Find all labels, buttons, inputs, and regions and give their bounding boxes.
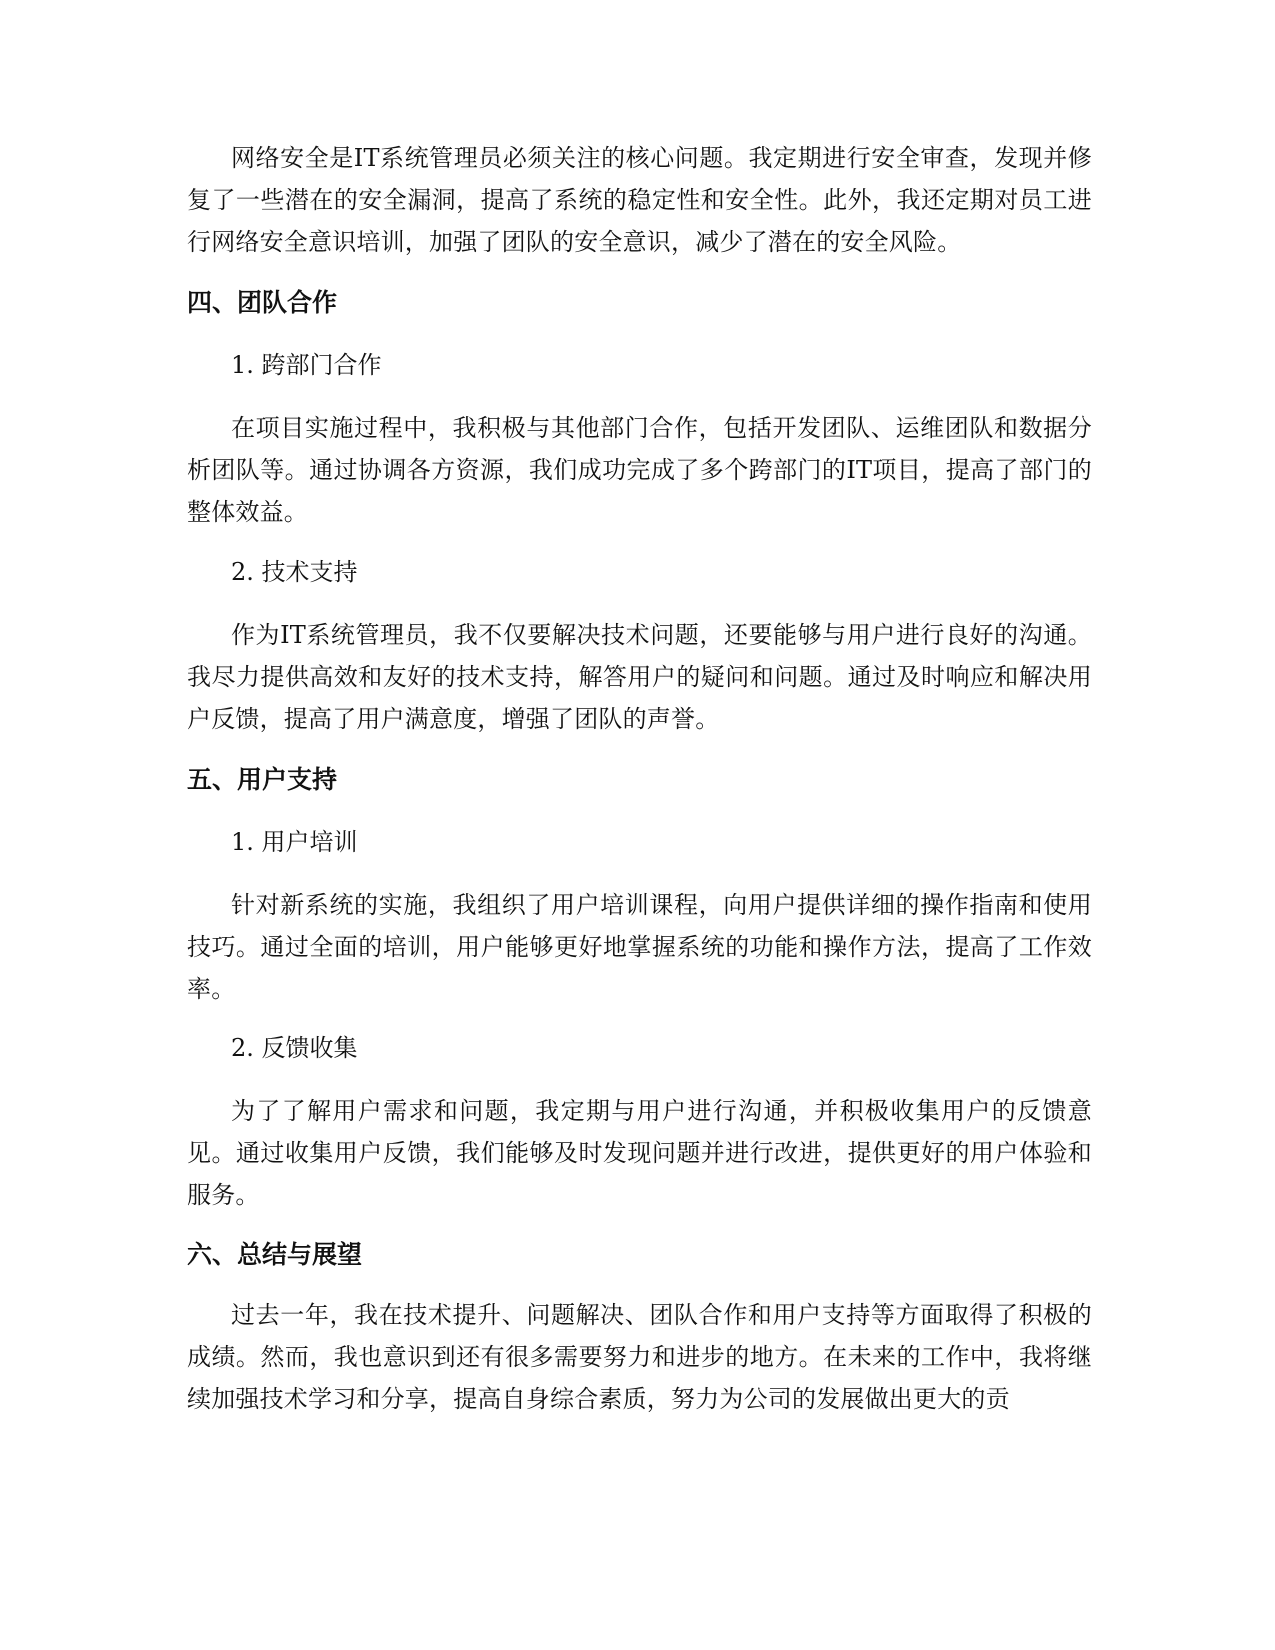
paragraph-tech-support: 作为IT系统管理员，我不仅要解决技术问题，还要能够与用户进行良好的沟通。我尽力提供高效和友好的技术支持，解答用户的疑问和问题。通过及时响应和解决用户反馈，提高了用户满意度，增强了团队的声誉。 bbox=[187, 621, 1092, 733]
subheading-tech-support: 2. 技术支持 bbox=[231, 558, 358, 586]
subheading-feedback-collection: 2. 反馈收集 bbox=[231, 1034, 358, 1062]
paragraph-network-security: 网络安全是IT系统管理员必须关注的核心问题。我定期进行安全审查，发现并修复了一些潜在的安全漏洞，提高了系统的稳定性和安全性。此外，我还定期对员工进行网络安全意识培训，加强了团队的安全意识，减少了潜在的安全风险。 bbox=[187, 144, 1092, 256]
section-heading-summary-outlook: 六、总结与展望 bbox=[187, 1240, 363, 1269]
subheading-user-training: 1. 用户培训 bbox=[231, 828, 358, 856]
section-heading-team-collaboration: 四、团队合作 bbox=[187, 288, 338, 317]
section-heading-user-support: 五、用户支持 bbox=[187, 765, 338, 794]
paragraph-cross-department: 在项目实施过程中，我积极与其他部门合作，包括开发团队、运维团队和数据分析团队等。通过协调各方资源，我们成功完成了多个跨部门的IT项目，提高了部门的整体效益。 bbox=[187, 414, 1092, 526]
paragraph-feedback-collection: 为了了解用户需求和问题，我定期与用户进行沟通，并积极收集用户的反馈意见。通过收集用户反馈，我们能够及时发现问题并进行改进，提供更好的用户体验和服务。 bbox=[187, 1097, 1092, 1209]
paragraph-user-training: 针对新系统的实施，我组织了用户培训课程，向用户提供详细的操作指南和使用技巧。通过全面的培训，用户能够更好地掌握系统的功能和操作方法，提高了工作效率。 bbox=[187, 891, 1092, 1003]
paragraph-summary: 过去一年，我在技术提升、问题解决、团队合作和用户支持等方面取得了积极的成绩。然而，我也意识到还有很多需要努力和进步的地方。在未来的工作中，我将继续加强技术学习和分享，提高自身综合素质，努力为公司的发展做出更大的贡 bbox=[187, 1301, 1092, 1413]
subheading-cross-department: 1. 跨部门合作 bbox=[231, 351, 382, 379]
